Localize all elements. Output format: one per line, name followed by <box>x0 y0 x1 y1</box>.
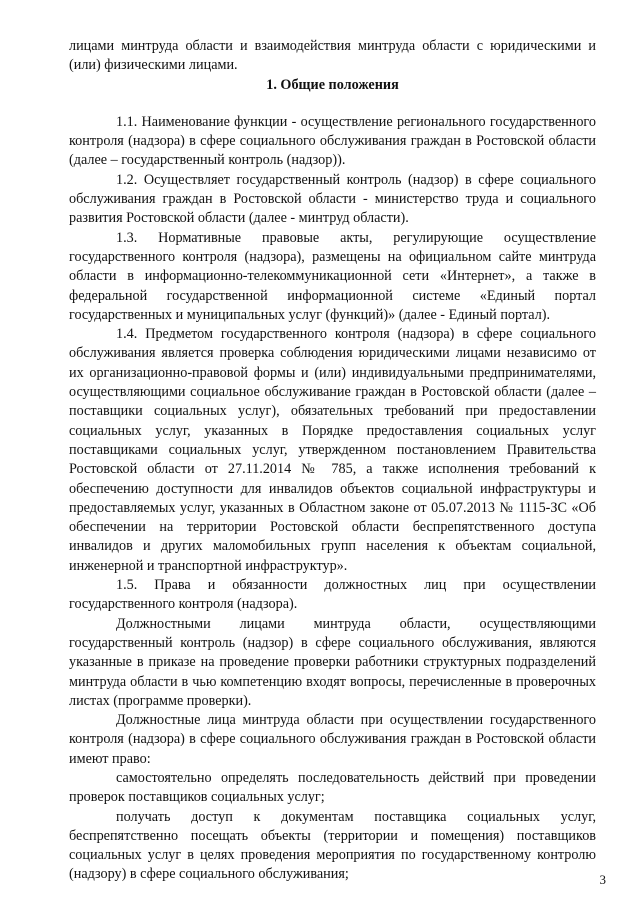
paragraph-officials: Должностными лицами минтруда области, осуществляющими государственный контроль (надзор) в сфере социального обслуживания, являются указанные в приказе на проведение проверки работники структурных подразделений минтруда области в чью компетенцию входят вопросы, перечисленные в проверочных листах (программе проверки). <box>69 615 596 709</box>
paragraph-1-4: 1.4. Предметом государственного контроля (надзора) в сфере социального обслуживания является проверка соблюдения юридическими лицами независимо от их организационно-правовой формы и (или) индивидуальными предпринимателями, осуществляющими социальное обслуживание граждан в Ростовской области (далее – поставщики социальных услуг), обязательных требований при предоставлении социальных услуг, указанных в Порядке предоставления социальных услуг поставщиками социальных услуг, утвержденном постановлением Правительства Ростовской области от 27.11.2014 № 785, а также исполнения требований к обеспечению доступности для инвалидов объектов социальной инфраструктуры и предоставляемых услуг, указанных в Областном законе от 05.07.2013 № 1115-ЗС «Об обеспечении на территории Ростовской области беспрепятственного доступа инвалидов и других маломобильных групп населения к объектам социальной, инженерной и транспортной инфраструктур». <box>69 326 596 574</box>
continued-paragraph: лицами минтруда области и взаимодействия минтруда области с юридическими и (или) физическими лицами. <box>69 38 596 74</box>
paragraph-1-3: 1.3. Нормативные правовые акты, регулирующие осуществление государственного контроля (надзора), размещены на официальном сайте минтруда области в информационно-телекоммуникационной сети «Интернет», а также в федеральной государственной информационной системе «Единый портал государственных и муниципальных услуг (функций)» (далее - Единый портал). <box>69 229 596 323</box>
paragraph-1-5: 1.5. Права и обязанности должностных лиц при осуществлении государственного контроля (надзора). <box>69 577 596 613</box>
document-body <box>69 37 596 885</box>
paragraph-1-2: 1.2. Осуществляет государственный контроль (надзор) в сфере социального обслуживания граждан в Ростовской области - министерство труда и социального развития Ростовской области (далее - минтруд области). <box>69 171 596 227</box>
paragraph-rights-intro: Должностные лица минтруда области при осуществлении государственного контроля (надзора) в сфере социального обслуживания граждан в Ростовской области имеют право: <box>69 712 596 767</box>
paragraph-1-1: 1.1. Наименование функции - осуществление регионального государственного контроля (надзора) в сфере социального обслуживания граждан в Ростовской области (далее – государственный контроль (надзор)). <box>69 113 596 169</box>
section-heading: 1. Общие положения <box>266 76 399 93</box>
list-item-right-2: получать доступ к документам поставщика социальных услуг, беспрепятственно посещать объекты (территории и помещения) поставщиков социальных услуг в целях проведения мероприятия по государственному контролю (надзору) в сфере социального обслуживания; <box>69 808 596 883</box>
page-number: 3 <box>599 872 606 887</box>
list-item-right-1: самостоятельно определять последовательность действий при проведении проверок поставщиков социальных услуг; <box>69 769 596 806</box>
